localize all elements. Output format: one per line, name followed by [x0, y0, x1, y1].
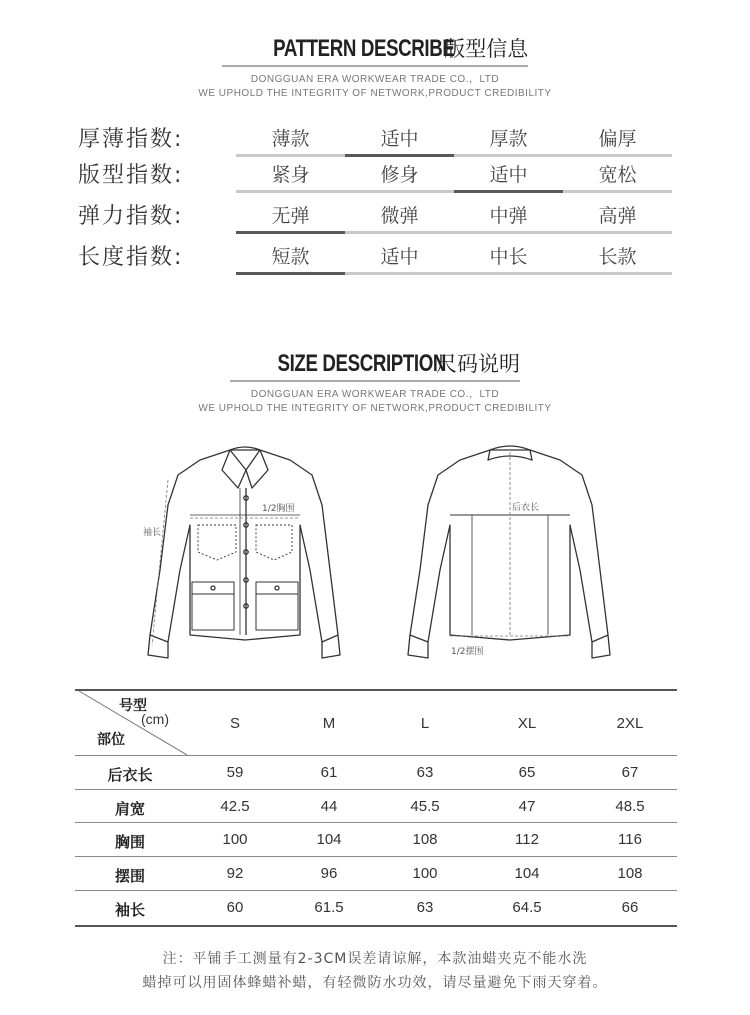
corner-unit-label: (cm): [141, 711, 169, 727]
pattern-row-label: 长度指数:: [78, 245, 184, 270]
table-row-divider: [75, 890, 677, 891]
table-cell: 47: [518, 798, 536, 815]
pattern-option: 紧身: [271, 164, 310, 186]
title-underline: [222, 65, 528, 67]
pattern-option: 长款: [598, 246, 637, 268]
pattern-title-en: PATTERN DESCRIBE: [272, 35, 455, 62]
table-row-part: 胸围: [114, 833, 145, 851]
pattern-option-bar: [454, 272, 563, 275]
table-cell: 100: [412, 865, 438, 882]
table-cell: 63: [416, 764, 434, 781]
table-row-divider: [75, 789, 677, 790]
company-name: DONGGUAN ERA WORKWEAR TRADE CO.，LTD: [250, 389, 500, 400]
pattern-row-label: 厚薄指数:: [78, 127, 184, 152]
table-row-part: 肩宽: [114, 800, 145, 818]
pattern-option: 偏厚: [598, 128, 637, 150]
pattern-row: [0, 158, 750, 194]
table-cell: 104: [514, 865, 540, 882]
table-cell: 60: [226, 899, 244, 916]
pattern-option-bar: [454, 231, 563, 234]
pattern-option-bar: [345, 231, 454, 234]
pattern-option: 适中: [380, 246, 419, 268]
pattern-option: 无弹: [271, 205, 310, 227]
table-cell: 66: [621, 899, 639, 916]
table-cell: 112: [515, 831, 539, 848]
size-title-cn: 尺码说明: [436, 352, 521, 376]
note-line-2: 蜡掉可以用固体蜂蜡补蜡，有轻微防水功效，请尽量避免下雨天穿着。: [142, 975, 608, 991]
jacket-measurement-diagram: [0, 430, 750, 665]
table-cell: 45.5: [410, 798, 440, 815]
company-name: DONGGUAN ERA WORKWEAR TRADE CO.，LTD: [250, 74, 500, 85]
pattern-option: 微弹: [380, 205, 419, 227]
pattern-option: 宽松: [598, 164, 637, 186]
table-cell: 44: [320, 798, 338, 815]
label-sleeve: 袖长: [143, 528, 162, 538]
pattern-option-selected-bar: [236, 272, 345, 275]
table-row-divider: [75, 856, 677, 857]
pattern-option-selected-bar: [345, 154, 454, 157]
back-jacket-drawing: [408, 446, 610, 658]
pattern-option-bar: [454, 154, 563, 157]
pattern-option-selected-bar: [236, 231, 345, 234]
table-cell: 48.5: [615, 798, 645, 815]
corner-part-label: 部位: [97, 732, 125, 748]
pattern-option: 中长: [489, 246, 528, 268]
table-cell: 65: [518, 764, 536, 781]
table-cell: 63: [416, 899, 434, 916]
table-row-divider: [75, 755, 677, 756]
size-column-header: S: [229, 715, 240, 732]
pattern-row: [0, 199, 750, 235]
table-row-part: 摆围: [114, 867, 145, 885]
pattern-option-bar: [563, 231, 672, 234]
size-title: [230, 348, 520, 382]
pattern-option-bar: [563, 272, 672, 275]
front-jacket-drawing: [148, 447, 340, 658]
table-cell: 61.5: [314, 899, 344, 916]
label-hem: 1/2摆围: [451, 647, 484, 657]
size-header: [0, 348, 750, 416]
title-underline: [230, 380, 520, 382]
pattern-title: [222, 33, 528, 67]
pattern-row: [0, 122, 750, 158]
table-cell: 100: [222, 831, 248, 848]
pattern-option-bar: [236, 154, 345, 157]
pattern-option: 短款: [271, 246, 310, 268]
size-column-header: L: [420, 715, 430, 732]
table-row-divider: [75, 925, 677, 927]
table-cell: 116: [618, 831, 642, 848]
pattern-option-bar: [345, 272, 454, 275]
table-cell: 104: [316, 831, 342, 848]
pattern-option-bar: [236, 190, 345, 193]
size-column-header: M: [322, 715, 336, 732]
pattern-row-label: 弹力指数:: [78, 204, 184, 229]
label-back-length: 后衣长: [512, 503, 540, 513]
table-cell: 61: [320, 764, 338, 781]
table-cell: 59: [226, 764, 244, 781]
corner-size-label: 号型: [119, 698, 147, 714]
slogan: WE UPHOLD THE INTEGRITY OF NETWORK,PRODUCT CREDIBILITY: [198, 403, 552, 414]
table-row-part: 后衣长: [107, 766, 153, 784]
table-row-divider: [75, 822, 677, 823]
pattern-option: 厚款: [489, 128, 528, 150]
table-row-part: 袖长: [114, 901, 145, 919]
size-column-header: 2XL: [616, 715, 644, 732]
pattern-row-label: 版型指数:: [78, 163, 184, 188]
size-column-header: XL: [517, 715, 537, 732]
pattern-option-selected-bar: [454, 190, 563, 193]
table-cell: 108: [617, 865, 643, 882]
size-title-en: SIZE DESCRIPTION: [277, 350, 447, 377]
pattern-row: [0, 240, 750, 276]
pattern-title-cn: 版型信息: [444, 37, 529, 61]
pattern-option: 适中: [380, 128, 419, 150]
pattern-option-bar: [345, 190, 454, 193]
label-chest: 1/2胸围: [262, 504, 295, 514]
table-cell: 96: [320, 865, 338, 882]
pattern-option-bar: [563, 154, 672, 157]
slogan: WE UPHOLD THE INTEGRITY OF NETWORK,PRODUCT CREDIBILITY: [198, 88, 552, 99]
table-cell: 64.5: [512, 899, 542, 916]
table-cell: 67: [621, 764, 639, 781]
note-line-1: 注：平铺手工测量有2-3CM误差请谅解，本款油蜡夹克不能水洗: [162, 951, 588, 967]
pattern-header: [0, 33, 750, 101]
table-cell: 108: [412, 831, 438, 848]
pattern-option: 薄款: [271, 128, 310, 150]
table-cell: 92: [226, 865, 244, 882]
pattern-option-bar: [563, 190, 672, 193]
pattern-option: 高弹: [598, 205, 637, 227]
pattern-option: 中弹: [489, 205, 528, 227]
pattern-option: 适中: [489, 164, 528, 186]
pattern-option: 修身: [380, 164, 419, 186]
table-cell: 42.5: [220, 798, 250, 815]
